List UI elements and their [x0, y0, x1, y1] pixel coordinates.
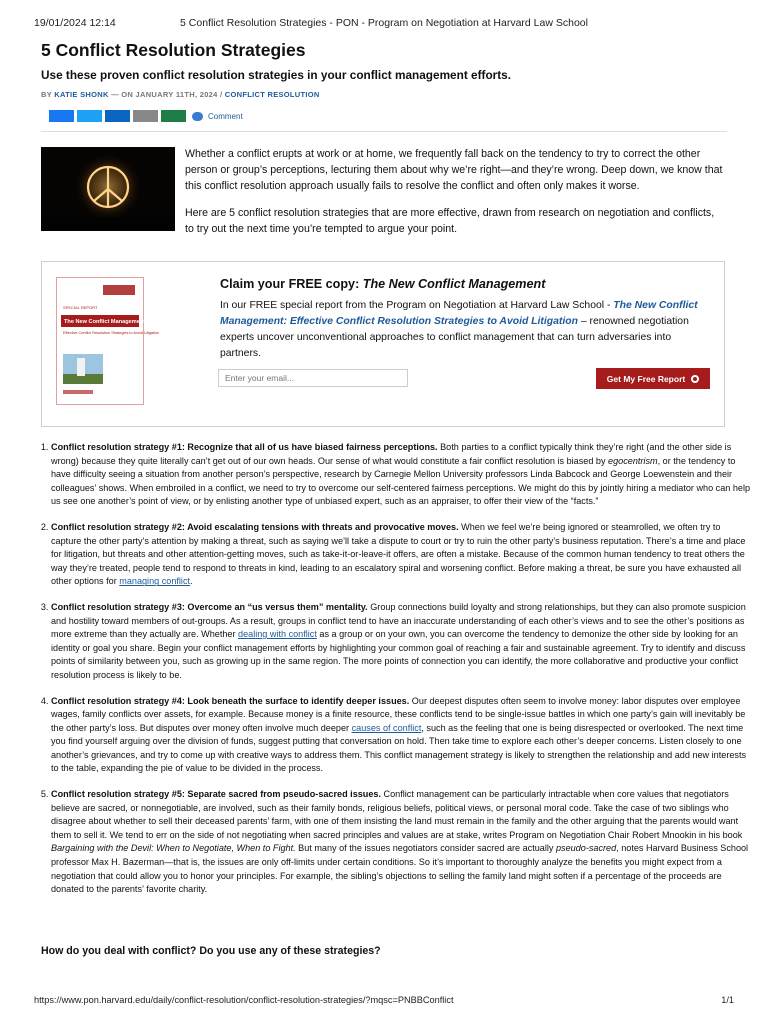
book-title: Bargaining with the Devil: When to Negotiate, When to Fight.: [51, 843, 296, 854]
share-twitter-button[interactable]: [77, 110, 102, 122]
article-title: 5 Conflict Resolution Strategies: [41, 40, 306, 60]
strategy-heading: Conflict resolution strategy #2: Avoid escalating tensions with threats and provocative moves.: [51, 521, 459, 532]
strategy-text: Conflict management can be particularly intractable when core values that negotiators believe are sacred, or nonnegotiable, are involved, such as their family bonds, religious beliefs, political views, or personal moral code. Take the case of two siblings who disagree about whether to sell their deceased parents’ farm, with one of them insisting the land must remain in the family and the other arguing that the parents would want them to sell it. We tend to err on the side of not negotiating when sacred principles and values are at stake, writes Program on Negotiation Chair Robert Mnookin in his book: [51, 789, 743, 840]
byline: [41, 90, 320, 99]
cover-subtitle: Effective Conflict Resolution Strategies to Avoid Litigation: [63, 331, 160, 335]
page-number: 1/1: [721, 995, 734, 1005]
promo-text-before: In our FREE special report from the Program on Negotiation at Harvard Law School -: [220, 300, 611, 311]
free-report-promo: [41, 261, 725, 427]
report-title-link[interactable]: The New Conflict Management: Effective Conflict Resolution Strategies to Avoid Litigation: [220, 300, 698, 327]
promo-text-after: – renowned negotiation experts uncover unconventional approaches to conflict management that can turn adversaries into partners.: [220, 316, 689, 359]
arrow-circle-icon: [691, 375, 699, 383]
list-item: [51, 441, 752, 509]
strategy-text: Both parties to a conflict typically think they’re right (and the other side is wrong) because they quite literally can’t get out of our own heads. Our sense of what would constitute a fair conflict resolution is biased by: [51, 442, 732, 466]
strategy-text: But many of the issues negotiators consider sacred are actually: [295, 843, 556, 854]
list-item: [51, 695, 752, 777]
dealing-with-conflict-link[interactable]: dealing with conflict: [238, 629, 317, 640]
comment-label: Comment: [208, 111, 243, 121]
strategy-list: [26, 441, 752, 909]
comment-bubble-icon: [192, 112, 203, 121]
causes-of-conflict-link[interactable]: causes of conflict: [351, 722, 422, 733]
strategy-text: , such as the feeling that one is being disrespected or overlooked. The next time you find yourself arguing over the division of funds, suggest putting that conversation on hold. Then take time to explore each other’s deeper concerns. Listen closely to one another’s grievances, and try to come up with creative ways to address them. This conflict management strategy is likely to strengthen the relationship and add new interests to the table, expanding the pie of value to be divided in the process.: [51, 722, 747, 774]
byline-date: — ON JANUARY 11TH, 2024 /: [111, 90, 223, 99]
strategy-text: Group connections build loyalty and strong relationships, but they can also promote suspicion and hostility toward members of out-groups. As a result, groups in conflict tend to have an inaccurate understanding of each other’s views and to see the other’s positions as more extreme than they actually are. Whether: [51, 601, 746, 640]
cover-title: The New Conflict Management: [64, 319, 146, 325]
promo-heading-prefix: Claim your FREE copy:: [220, 277, 360, 291]
hero-image: [41, 147, 175, 231]
managing-conflict-link[interactable]: managing conflict: [119, 576, 191, 587]
cover-label: SPECIAL REPORT: [63, 305, 98, 310]
share-bar: [49, 109, 243, 123]
page-url: https://www.pon.harvard.edu/daily/conflict-resolution/conflict-resolution-strategies/?mqsc=PNBBConflict: [34, 995, 454, 1005]
promo-heading-title: The New Conflict Management: [362, 277, 546, 291]
strategy-text: , notes Harvard Business School professor Max H. Bazerman—that is, the issues are only off-limits under certain conditions. So it’s important to thoroughly analyze the benefits you might expect from a negotiation that could allow you to honor your principles. For example, the sibling’s objections to selling the family land might soften if a percentage of the proceeds are donated to the parents’ favorite charity.: [51, 843, 749, 895]
strategy-heading: Conflict resolution strategy #5: Separate sacred from pseudo-sacred issues.: [51, 789, 382, 800]
strategy-text: .: [190, 576, 193, 587]
print-page-title: 5 Conflict Resolution Strategies - PON - Program on Negotiation at Harvard Law School: [180, 17, 588, 29]
intro-paragraph: Here are 5 conflict resolution strategies that are more effective, drawn from research on negotiation and conflicts, to try out the next time you’re tempted to argue your point.: [185, 206, 715, 235]
list-item: [51, 521, 752, 589]
promo-description: [220, 298, 700, 362]
strategy-emphasis: egocentrism: [608, 455, 658, 466]
share-facebook-button[interactable]: [49, 110, 74, 122]
strategy-text: , or the tendency to have difficulty seeing a situation from another person’s perspective, research by Carnegie Mellon University professors Linda Babcock and George Loewenstein and their colleagues’ shows. When embroiled in a conflict, we need to try to overcome our self-centered fairness perceptions. We might do this by jointly hiring a mediator who can help us see one another’s point of view, or by enlisting another type of unbiased expert, such as an appraiser, to offer their view of the “facts.”: [51, 455, 751, 507]
strategy-text: Our deepest disputes often seem to involve money: labor disputes over employee wages, family conflicts over assets, for example. Because money is a finite resource, these conflicts tend to be single-issue battles in which one party’s gain will inevitably be the other party’s loss. But disputes over money often involve much deeper: [51, 695, 746, 733]
get-free-report-button[interactable]: [596, 368, 710, 389]
byline-prefix: BY: [41, 90, 52, 99]
promo-heading: [220, 277, 545, 291]
strategy-heading: Conflict resolution strategy #3: Overcome an “us versus them” mentality.: [51, 601, 368, 612]
header-divider: [41, 131, 727, 132]
strategy-heading: Conflict resolution strategy #1: Recognize that all of us have biased fairness perceptions.: [51, 442, 438, 452]
email-input[interactable]: [218, 369, 408, 387]
article-subtitle: Use these proven conflict resolution strategies in your conflict management efforts.: [41, 68, 512, 82]
report-cover-graphic: [57, 278, 160, 404]
strategy-text: When we feel we’re being ignored or steamrolled, we often try to capture the other party’s attention by making a threat, such as saying we’ll take a dispute to court or try to ruin the other party’s business reputation. There’s a time and place for litigation, but threats and other attention-getting moves, such as take-it-or-leave-it offers, are often a mistake. Because of the common human tendency to treat others the way they’re treated, people tend to respond to threats in kind, leading to an escalatory spiral and worsening conflict. Before making a threat, be sure you have exhausted all other options for: [51, 521, 746, 587]
category-link[interactable]: CONFLICT RESOLUTION: [224, 90, 320, 99]
intro-text: [185, 146, 725, 247]
print-date: 19/01/2024 12:14: [34, 17, 116, 29]
share-email-button[interactable]: [133, 110, 158, 122]
get-free-report-label: Get My Free Report: [606, 373, 686, 384]
comment-link[interactable]: [192, 112, 243, 121]
intro-paragraph: Whether a conflict erupts at work or at home, we frequently fall back on the tendency to try to correct the other person or group’s perceptions, lecturing them about why we’re right—and they’re wrong. Deep down, we know that this conflict resolution approach usually fails to resolve the conflict and often only makes it worse.: [185, 148, 723, 193]
strategy-emphasis: pseudo-sacred: [555, 843, 617, 854]
author-link[interactable]: KATIE SHONK: [54, 90, 109, 99]
strategy-heading: Conflict resolution strategy #4: Look beneath the surface to identify deeper issues.: [51, 695, 410, 706]
closing-question: How do you deal with conflict? Do you use any of these strategies?: [41, 945, 381, 957]
list-item: [51, 601, 752, 683]
share-linkedin-button[interactable]: [105, 110, 130, 122]
print-header: [34, 17, 734, 31]
strategy-text: as a group or on your own, you can overcome the tendency to demonize the other side by looking for an identity or goal you share. Begin your conflict management efforts by highlighting your common goal of reaching a fair and sustainable agreement. Try to identify and discuss points of similarity between you, such as growing up in the same region. The more points of connection you can identify, the more collaborative and productive your conflict resolution process is likely to be.: [51, 629, 746, 680]
report-cover-image: [56, 277, 160, 405]
list-item: [51, 788, 752, 897]
peace-sign-fireworks-icon: [41, 147, 175, 231]
share-print-button[interactable]: [161, 110, 186, 122]
